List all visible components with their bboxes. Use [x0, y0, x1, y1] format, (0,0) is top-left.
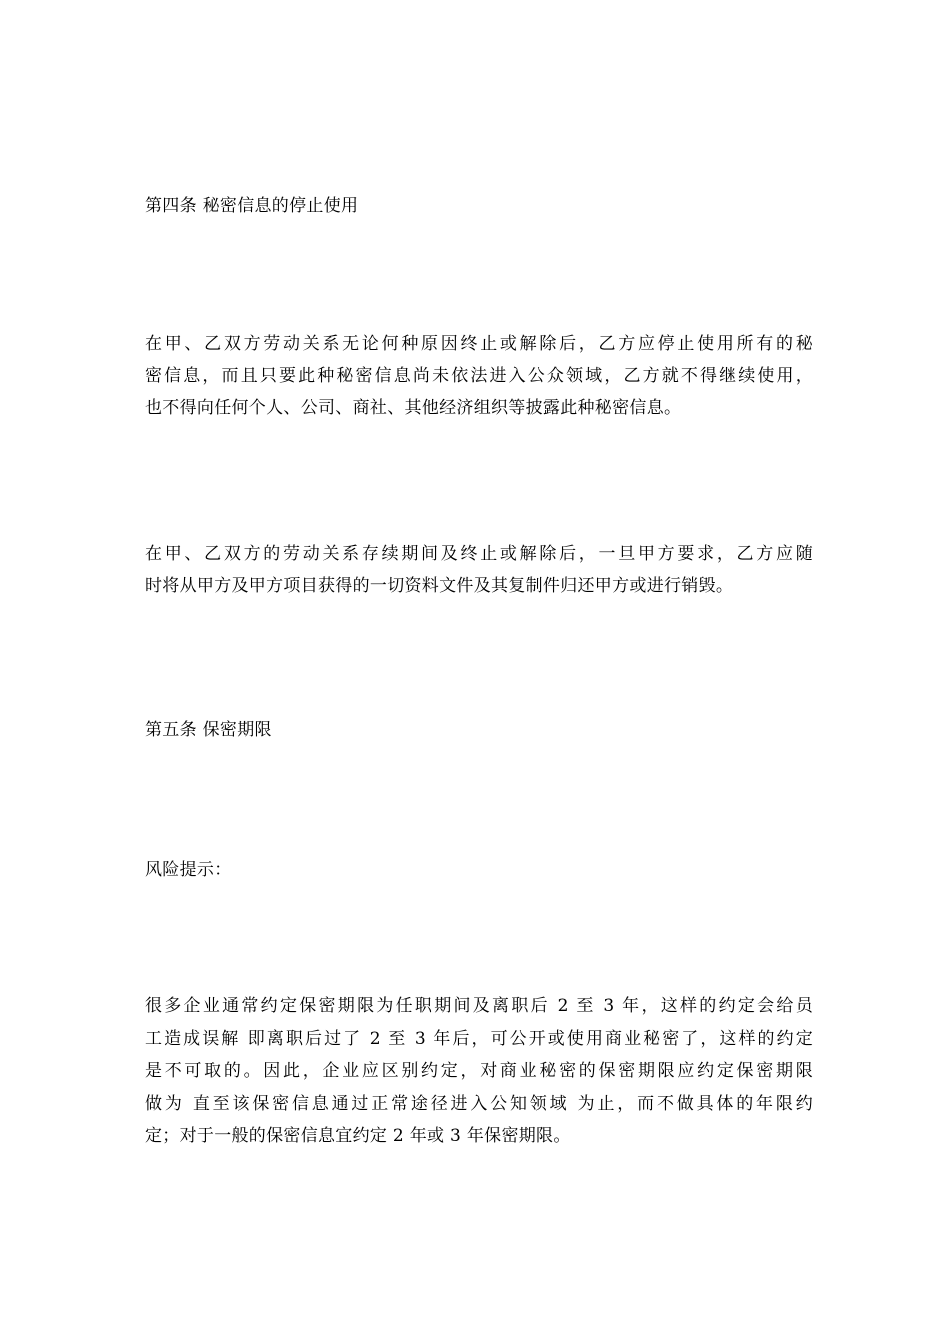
text-line: 时将从甲方及甲方项目获得的一切资料文件及其复制件归还甲方或进行销毁。: [145, 576, 734, 596]
text-line: 工造成误解 即离职后过了 2 至 3 年后，可公开或使用商业秘密了，这样的约定: [145, 1028, 813, 1049]
text-line: 做为 直至该保密信息通过正常途径进入公知领域 为止，而不做具体的年限约: [145, 1093, 813, 1114]
article-4-paragraph-2: [145, 538, 813, 602]
risk-paragraph: [145, 990, 813, 1153]
text-line: 在甲、乙双方的劳动关系存续期间及终止或解除后，一旦甲方要求，乙方应随: [145, 544, 813, 564]
text-line: 很多企业通常约定保密期限为任职期间及离职后 2 至 3 年，这样的约定会给员: [145, 996, 813, 1016]
article-4-paragraph-1: [145, 328, 813, 424]
risk-label: 风险提示：: [145, 860, 232, 880]
article-5-heading: 第五条 保密期限: [145, 720, 272, 740]
text-line: 密信息，而且只要此种秘密信息尚未依法进入公众领域，乙方就不得继续使用，: [145, 366, 813, 386]
article-4-heading: 第四条 秘密信息的停止使用: [145, 196, 359, 216]
text-line: 定；对于一般的保密信息宜约定 2 年或 3 年保密期限。: [145, 1126, 571, 1146]
text-line: 在甲、乙双方劳动关系无论何种原因终止或解除后，乙方应停止使用所有的秘: [145, 334, 813, 354]
text-line: 也不得向任何个人、公司、商社、其他经济组织等披露此种秘密信息。: [145, 398, 682, 418]
text-line: 是不可取的。因此，企业应区别约定，对商业秘密的保密期限应约定保密期限: [145, 1061, 813, 1081]
